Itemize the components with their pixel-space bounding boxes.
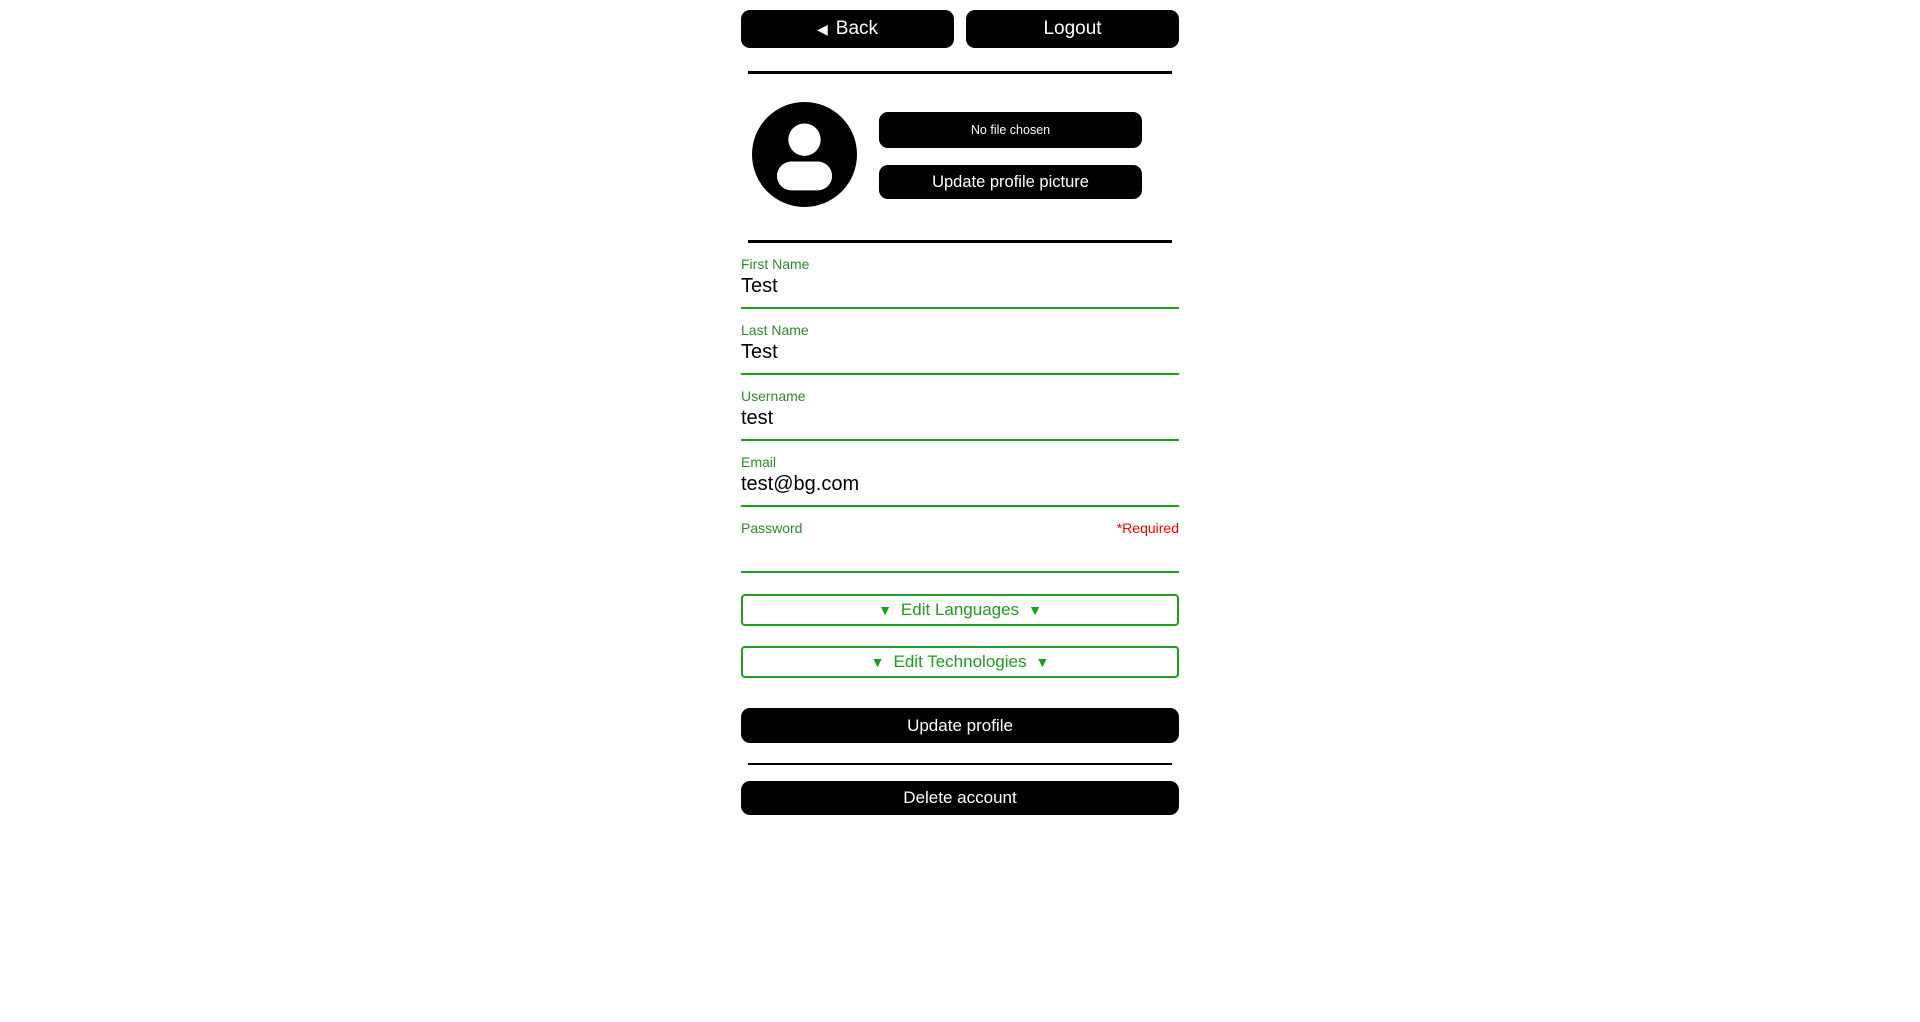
last-name-field xyxy=(741,322,1179,375)
password-label: Password xyxy=(741,520,803,536)
first-name-label: First Name xyxy=(741,256,810,272)
edit-technologies-button[interactable] xyxy=(741,646,1179,678)
required-badge: *Required xyxy=(1116,520,1179,536)
update-profile-picture-button[interactable] xyxy=(879,165,1142,199)
divider xyxy=(748,240,1172,243)
first-name-field xyxy=(741,256,1179,309)
picture-buttons xyxy=(879,102,1142,207)
top-bar xyxy=(741,10,1179,48)
avatar xyxy=(752,102,857,207)
username-field xyxy=(741,388,1179,441)
chevron-down-icon: ▼ xyxy=(1028,602,1042,618)
email-field xyxy=(741,454,1179,507)
chevron-down-icon: ▼ xyxy=(1035,654,1050,670)
last-name-input[interactable] xyxy=(741,338,1179,375)
first-name-input[interactable] xyxy=(741,272,1179,309)
logout-button-label: Logout xyxy=(1043,18,1102,39)
file-input-status: No file chosen xyxy=(970,123,1051,137)
divider xyxy=(748,763,1172,765)
delete-account-button[interactable] xyxy=(741,781,1179,815)
chevron-down-icon: ▼ xyxy=(870,654,885,670)
update-profile-picture-label: Update profile picture xyxy=(932,172,1089,191)
file-input-button[interactable] xyxy=(879,112,1142,148)
delete-account-label: Delete account xyxy=(903,788,1017,807)
back-arrow-icon: ◀ xyxy=(816,20,828,37)
email-label: Email xyxy=(741,454,777,470)
update-profile-label: Update profile xyxy=(907,715,1013,735)
chevron-down-icon: ▼ xyxy=(878,602,892,618)
edit-languages-button[interactable] xyxy=(741,594,1179,626)
person-icon xyxy=(752,102,857,207)
password-field xyxy=(741,520,1179,573)
divider xyxy=(748,71,1172,74)
profile-page xyxy=(741,10,1179,815)
edit-technologies-label: Edit Technologies xyxy=(893,652,1027,671)
back-button[interactable] xyxy=(741,10,954,48)
profile-form xyxy=(741,256,1179,743)
username-input[interactable] xyxy=(741,404,1179,441)
profile-picture-section xyxy=(741,102,1179,207)
password-input[interactable] xyxy=(741,536,1179,573)
edit-languages-label: Edit Languages xyxy=(900,600,1020,619)
username-label: Username xyxy=(741,388,806,404)
logout-button[interactable] xyxy=(966,10,1179,48)
email-input[interactable] xyxy=(741,470,1179,507)
update-profile-button[interactable] xyxy=(741,708,1179,743)
last-name-label: Last Name xyxy=(741,322,809,338)
back-button-label: Back xyxy=(835,18,879,39)
